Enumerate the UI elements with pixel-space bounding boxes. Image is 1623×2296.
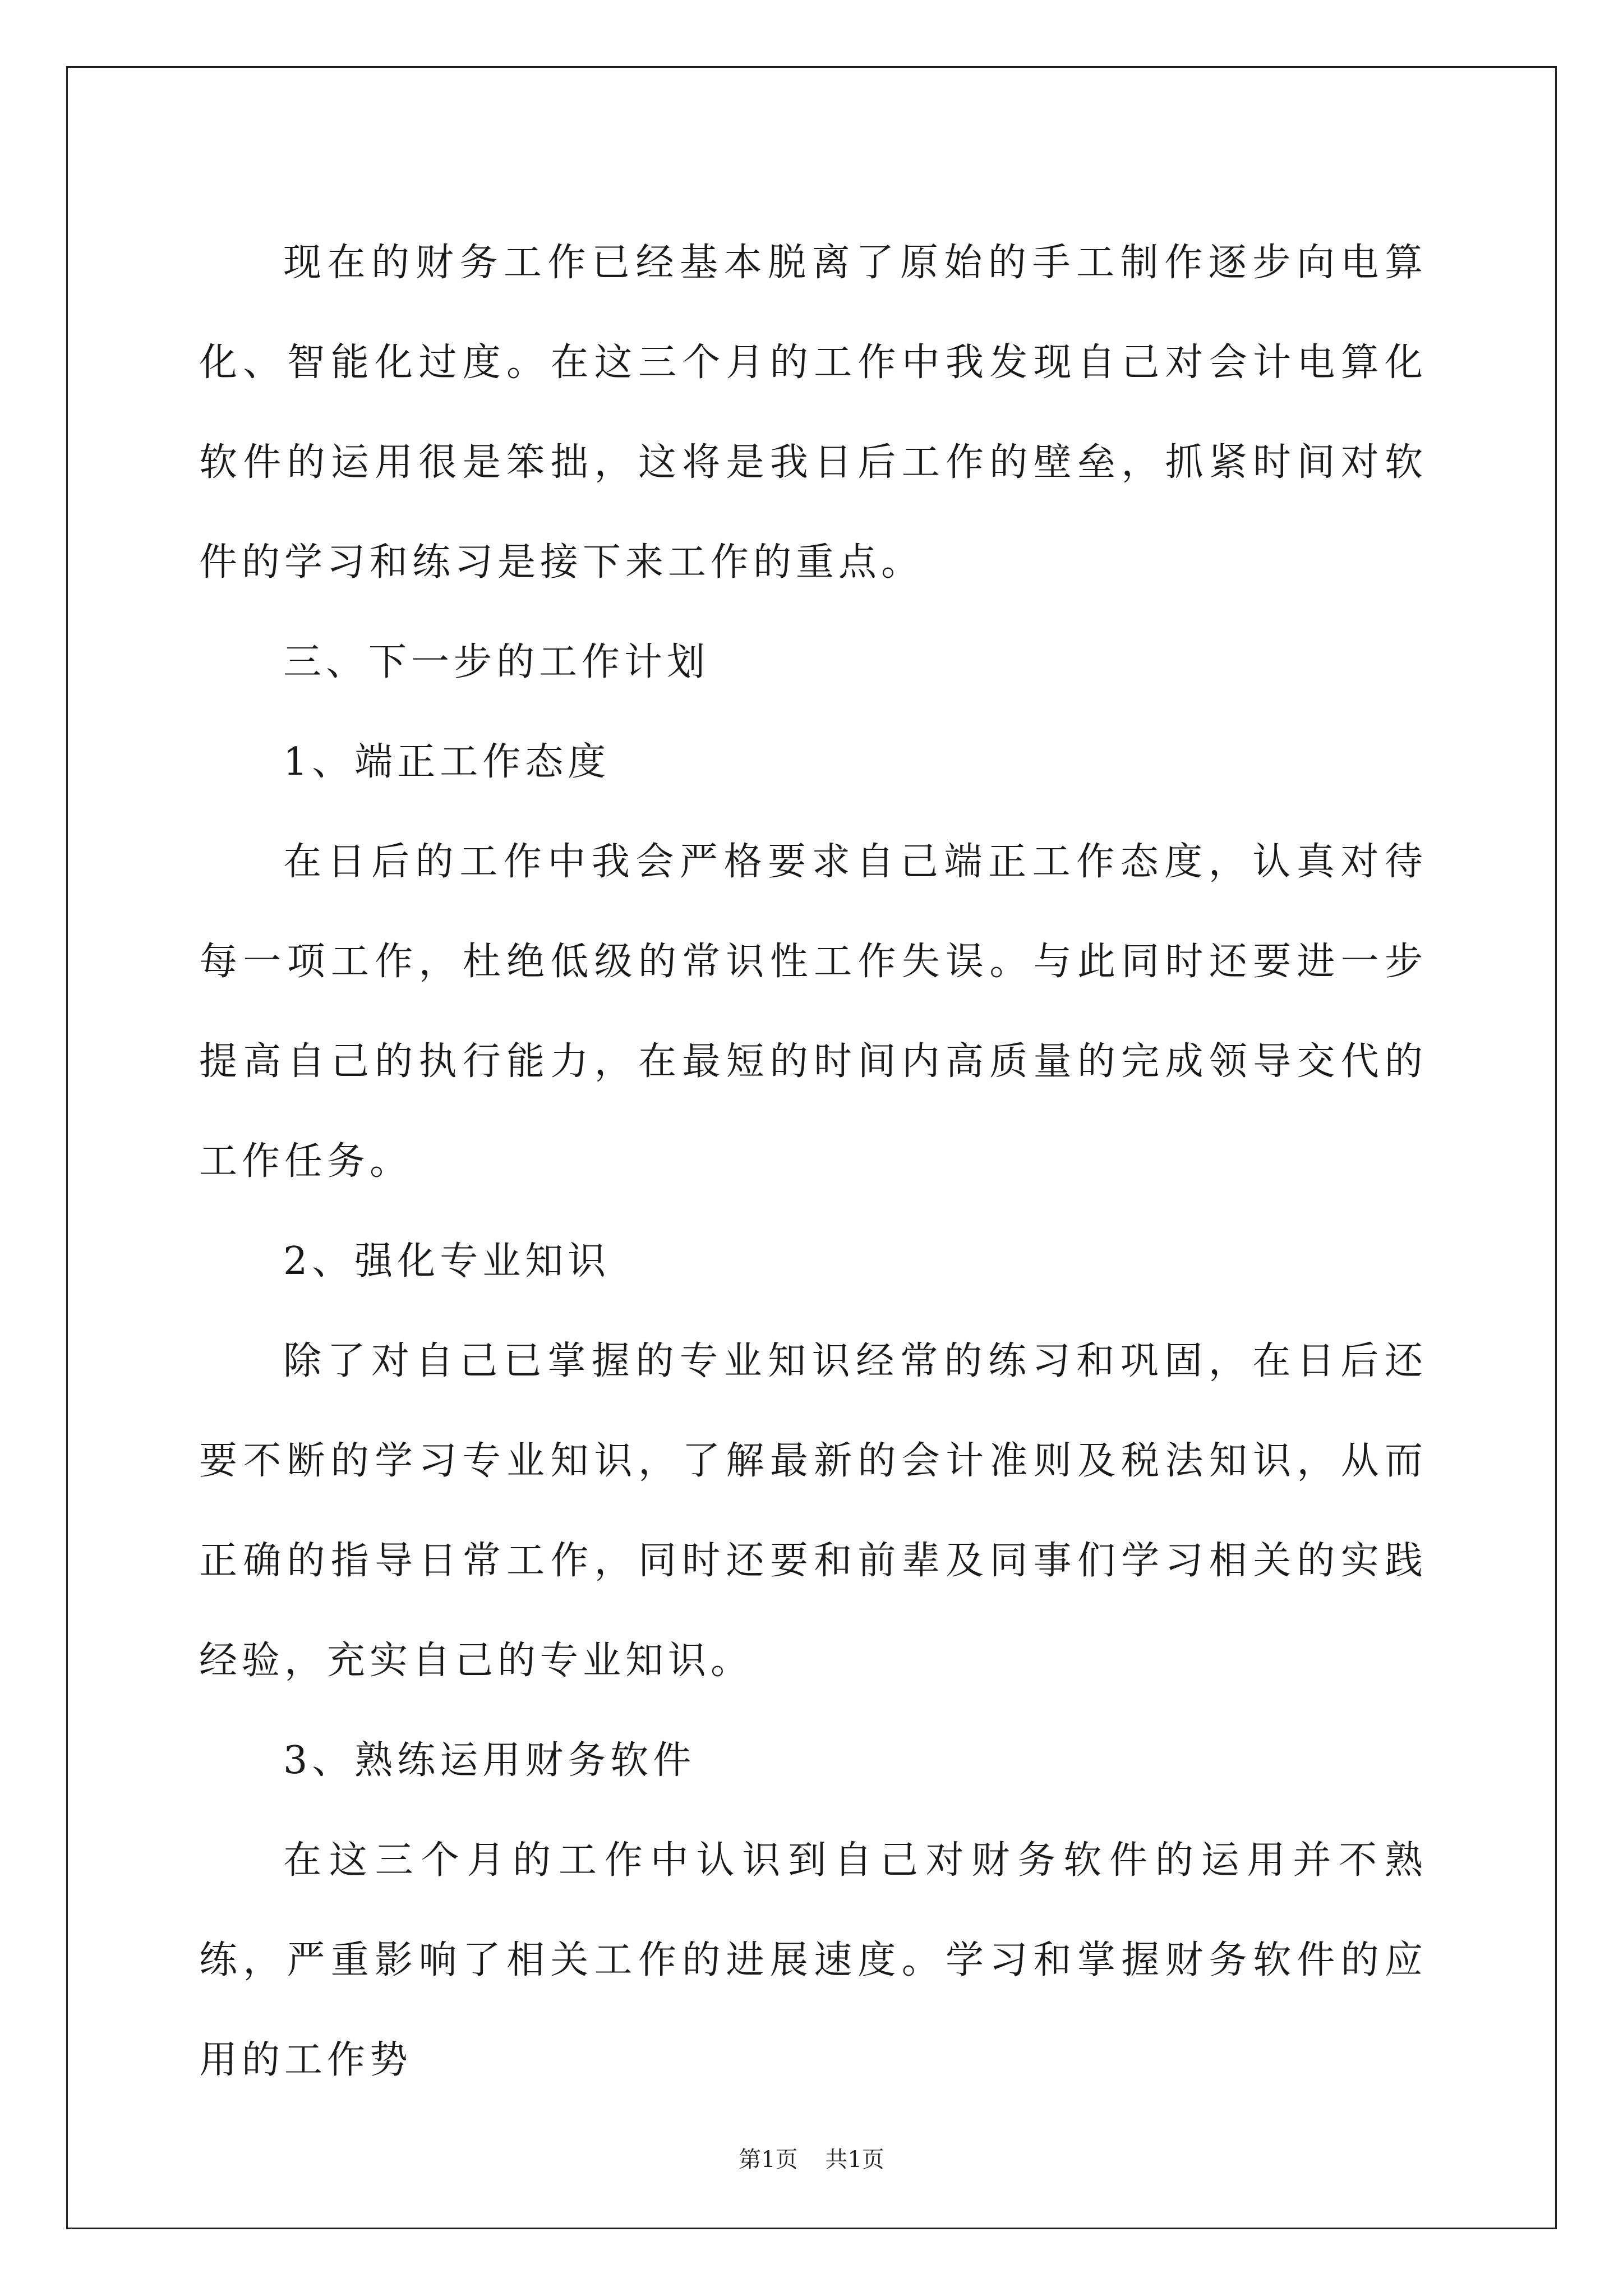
subheading-professional-knowledge: 2、强化专业知识 [283,1239,611,1283]
subheading-finance-software: 3、熟练运用财务软件 [283,1738,696,1783]
page-number-current: 第1页 [739,2147,798,2173]
document-body [199,213,1427,2110]
paragraph-professional-knowledge: 除了对自己已掌握的专业知识经常的练习和巩固，在日后还要不断的学习专业知识，了解最新的会计准则及税法知识，从而正确的指导日常工作，同时还要和前辈及同事们学习相关的实践经验，充实自己的专业知识。 [199,1339,1427,1683]
section-heading-next-plan: 三、下一步的工作计划 [283,640,710,684]
subheading-work-attitude: 1、端正工作态度 [283,740,611,784]
page-number-total: 共1页 [825,2147,884,2173]
paragraph-1: 现在的财务工作已经基本脱离了原始的手工制作逐步向电算化、智能化过度。在这三个月的工作中我发现自己对会计电算化软件的运用很是笨拙，这将是我日后工作的壁垒，抓紧时间对软件的学习和练习是接下来工作的重点。 [199,241,1427,585]
page-footer [0,2144,1623,2175]
paragraph-work-attitude: 在日后的工作中我会严格要求自己端正工作态度，认真对待每一项工作，杜绝低级的常识性工作失误。与此同时还要进一步提高自己的执行能力，在最短的时间内高质量的完成领导交代的工作任务。 [199,840,1427,1184]
paragraph-finance-software: 在这三个月的工作中认识到自己对财务软件的运用并不熟练，严重影响了相关工作的进展速度。学习和掌握财务软件的应用的工作势 [199,1838,1427,2082]
